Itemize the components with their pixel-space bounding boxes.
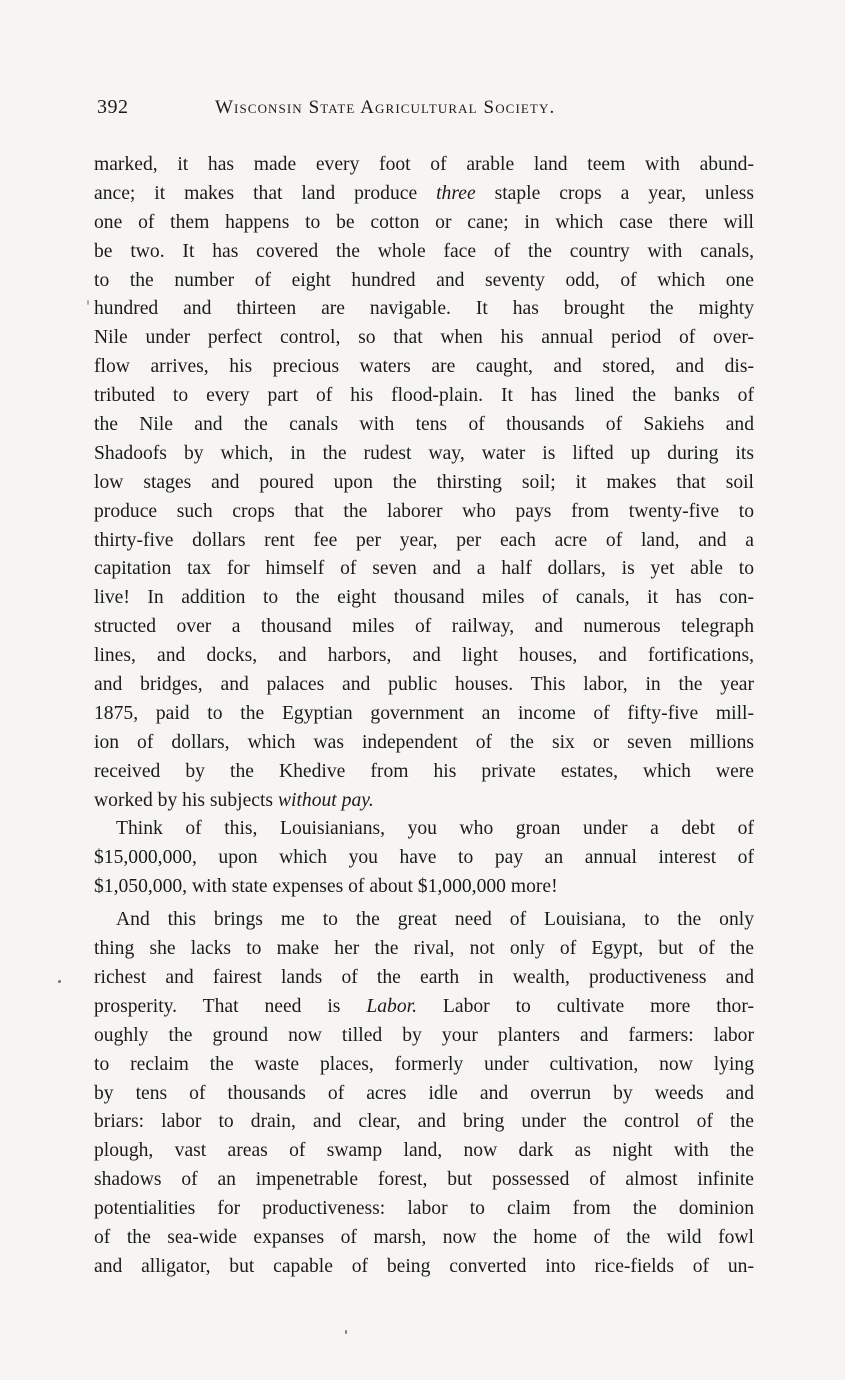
paragraph (94, 815, 754, 902)
paragraph (94, 151, 754, 815)
text-line: thirty-five dollars rent fee per year, per each acre of land, and a (94, 529, 754, 551)
text-line: of the sea-wide expanses of marsh, now the home of the wild fowl (94, 1226, 754, 1248)
text-line: $1,050,000, with state expenses of about $1,000,000 more! (94, 876, 558, 898)
page-header (97, 96, 757, 126)
text-line: by tens of thousands of acres idle and overrun by weeds and (94, 1082, 754, 1104)
text-line: produce such crops that the laborer who pays from twenty-five to (94, 500, 754, 522)
emphasis: three (436, 182, 476, 204)
text-line: richest and fairest lands of the earth in wealth, productiveness and (94, 966, 754, 988)
text-line: Think of this, Louisianians, you who groan under a debt of (116, 818, 754, 840)
text-line: prosperity. That need is Labor. Labor to cultivate more thor- (94, 995, 754, 1017)
text-line: worked by his subjects without pay. (94, 789, 374, 811)
scan-speck (58, 980, 61, 983)
text-line: one of them happens to be cotton or cane; in which case there will (94, 211, 754, 233)
text-line: structed over a thousand miles of railway, and numerous telegraph (94, 616, 754, 638)
text-line: and bridges, and palaces and public houses. This labor, in the year (94, 674, 754, 696)
body-text (94, 151, 754, 1282)
text-line: 1875, paid to the Egyptian government an income of fifty-five mill- (94, 702, 754, 724)
text-line: low stages and poured upon the thirsting soil; it makes that soil (94, 471, 754, 493)
text-line: and alligator, but capable of being converted into rice-fields of un- (94, 1255, 754, 1277)
emphasis: without pay. (277, 789, 374, 811)
text-line: thing she lacks to make her the rival, not only of Egypt, but of the (94, 938, 754, 960)
text-line: lines, and docks, and harbors, and light houses, and fortifications, (94, 645, 754, 667)
text-line: tributed to every part of his flood-plain. It has lined the banks of (94, 385, 754, 407)
text-line: to the number of eight hundred and seventy odd, of which one (94, 269, 754, 291)
text-line: oughly the ground now tilled by your planters and farmers: labor (94, 1024, 754, 1046)
text-line: ance; it makes that land produce three staple crops a year, unless (94, 182, 754, 204)
text-line: hundred and thirteen are navigable. It has brought the mighty (94, 298, 754, 320)
text-line: be two. It has covered the whole face of the country with canals, (94, 240, 754, 262)
text-line: plough, vast areas of swamp land, now dark as night with the (94, 1140, 754, 1162)
page-number: 392 (97, 96, 129, 118)
text-line: flow arrives, his precious waters are caught, and stored, and dis- (94, 356, 754, 378)
text-line: live! In addition to the eight thousand miles of canals, it has con- (94, 587, 754, 609)
text-line: marked, it has made every foot of arable land teem with abund- (94, 154, 754, 175)
text-line: And this brings me to the great need of Louisiana, to the only (116, 909, 754, 931)
text-line: potentialities for productiveness: labor to claim from the dominion (94, 1198, 754, 1220)
scan-speck (345, 1330, 347, 1334)
scan-speck (87, 300, 89, 305)
text-line: shadows of an impenetrable forest, but possessed of almost infinite (94, 1169, 754, 1191)
paragraph (94, 906, 754, 1282)
text-line: the Nile and the canals with tens of thousands of Sakiehs and (94, 414, 754, 436)
emphasis: Labor. (366, 995, 417, 1017)
text-line: to reclaim the waste places, formerly under cultivation, now lying (94, 1053, 754, 1075)
text-line: briars: labor to drain, and clear, and bring under the control of the (94, 1111, 754, 1133)
text-line: Nile under perfect control, so that when his annual period of over- (94, 327, 754, 349)
text-line: ion of dollars, which was independent of the six or seven millions (94, 731, 754, 753)
text-line: received by the Khedive from his private estates, which were (94, 760, 754, 782)
running-title: Wisconsin State Agricultural Society. (215, 97, 556, 118)
text-line: Shadoofs by which, in the rudest way, water is lifted up during its (94, 442, 754, 464)
text-line: capitation tax for himself of seven and a half dollars, is yet able to (94, 558, 754, 580)
text-line: $15,000,000, upon which you have to pay an annual interest of (94, 847, 754, 869)
